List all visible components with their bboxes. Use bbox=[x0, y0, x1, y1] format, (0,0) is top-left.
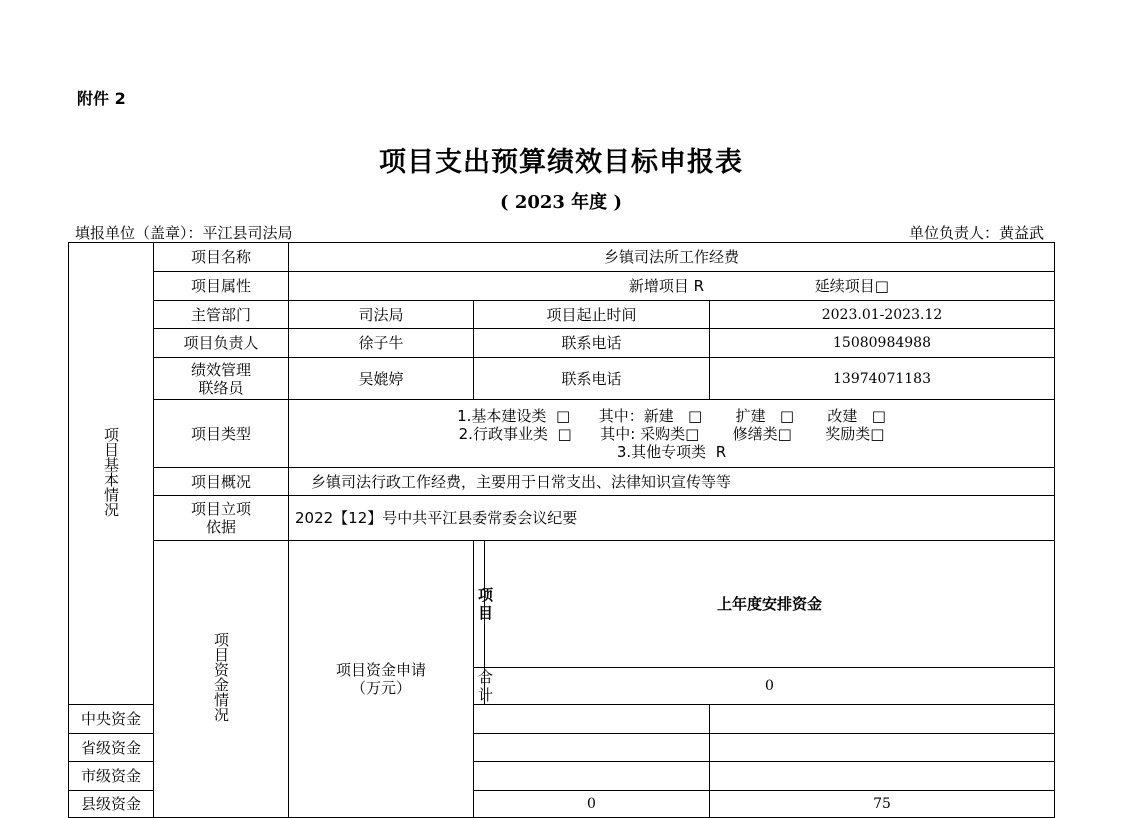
value-period: 2023.01-2023.12 bbox=[710, 301, 1055, 329]
attr-new-project: 新增项目 R bbox=[628, 277, 705, 295]
col-header-last-year: 上年度安排资金 bbox=[485, 541, 1055, 668]
form-year: ( 2023 年度 ) bbox=[500, 192, 622, 213]
label-basis bbox=[154, 496, 289, 541]
label-project-type: 项目类型 bbox=[154, 400, 289, 468]
row-dept bbox=[69, 301, 1055, 329]
label-liaison-phone: 联系电话 bbox=[474, 358, 710, 400]
fund-item: 省级资金 bbox=[69, 734, 154, 762]
section-basic-label: 项目基本情况 bbox=[102, 426, 120, 517]
row-project-name bbox=[69, 243, 1055, 272]
row-project-type bbox=[69, 400, 1055, 468]
row-project-attr bbox=[69, 272, 1055, 301]
value-basis: 2022【12】号中共平江县委常委会议纪要 bbox=[289, 496, 1055, 541]
value-dept: 司法局 bbox=[289, 301, 474, 329]
reporting-unit: 填报单位（盖章）：平江县司法局 bbox=[75, 224, 293, 242]
value-project-name: 乡镇司法所工作经费 bbox=[289, 243, 1055, 272]
value-project-type bbox=[289, 400, 1055, 468]
label-basis-line2: 依据 bbox=[205, 518, 236, 536]
attachment-number: 附件 2 bbox=[77, 89, 126, 108]
value-liaison: 吴媲婷 bbox=[289, 358, 474, 400]
value-project-attr bbox=[289, 272, 1055, 301]
label-fund-apply bbox=[289, 541, 474, 818]
form-title: 项目支出预算绩效目标申报表 bbox=[379, 147, 743, 178]
label-leader-phone: 联系电话 bbox=[474, 329, 710, 358]
value-leader: 徐子牛 bbox=[289, 329, 474, 358]
attr-continued-project: 延续项目□ bbox=[814, 277, 889, 295]
fund-item: 中央资金 bbox=[69, 705, 154, 734]
value-liaison-phone: 13974071183 bbox=[710, 358, 1055, 400]
fund-last-year bbox=[474, 734, 710, 762]
fund-item: 合 计 bbox=[474, 668, 485, 705]
unit-owner: 单位负责人：黄益武 bbox=[908, 224, 1044, 242]
type-line-administrative: 2.行政事业类 □ 其中: 采购类□ 修缮类□ 奖励类□ bbox=[458, 424, 885, 443]
label-fund-apply-line2: （万元） bbox=[350, 679, 411, 697]
type-line-special: 3.其他专项类 R bbox=[616, 442, 727, 461]
fund-last-year bbox=[474, 705, 710, 734]
row-funds-header bbox=[69, 541, 1055, 668]
value-overview: 乡镇司法行政工作经费，主要用于日常支出、法律知识宣传等等 bbox=[289, 468, 1055, 496]
label-overview: 项目概况 bbox=[154, 468, 289, 496]
fund-this-year bbox=[710, 762, 1055, 791]
label-leader: 项目负责人 bbox=[154, 329, 289, 358]
fund-item: 县级资金 bbox=[69, 791, 154, 818]
row-leader bbox=[69, 329, 1055, 358]
label-period: 项目起止时间 bbox=[474, 301, 710, 329]
row-basis bbox=[69, 496, 1055, 541]
col-header-item: 项 目 bbox=[474, 541, 485, 668]
type-line-construction: 1.基本建设类 □ 其中：新建 □ 扩建 □ 改建 □ bbox=[457, 406, 886, 425]
label-fund-apply-line1: 项目资金申请 bbox=[335, 661, 426, 679]
fund-this-year bbox=[710, 734, 1055, 762]
fund-this-year: 75 bbox=[710, 791, 1055, 818]
budget-form-table bbox=[68, 242, 1055, 818]
fund-item: 市级资金 bbox=[69, 762, 154, 791]
label-basis-line1: 项目立项 bbox=[190, 500, 251, 518]
value-leader-phone: 15080984988 bbox=[710, 329, 1055, 358]
label-liaison-line1: 绩效管理 bbox=[190, 360, 251, 379]
section-funds bbox=[154, 541, 289, 818]
section-basic-info bbox=[69, 243, 154, 705]
section-funds-label: 项目资金情况 bbox=[212, 632, 230, 722]
fund-last-year: 0 bbox=[474, 791, 710, 818]
row-overview bbox=[69, 468, 1055, 496]
fund-last-year: 0 bbox=[485, 668, 1055, 705]
row-liaison bbox=[69, 358, 1055, 400]
label-liaison bbox=[154, 358, 289, 400]
label-project-name: 项目名称 bbox=[154, 243, 289, 272]
fund-this-year bbox=[710, 705, 1055, 734]
label-dept: 主管部门 bbox=[154, 301, 289, 329]
label-project-attr: 项目属性 bbox=[154, 272, 289, 301]
fund-last-year bbox=[474, 762, 710, 791]
label-liaison-line2: 联络员 bbox=[198, 378, 244, 397]
